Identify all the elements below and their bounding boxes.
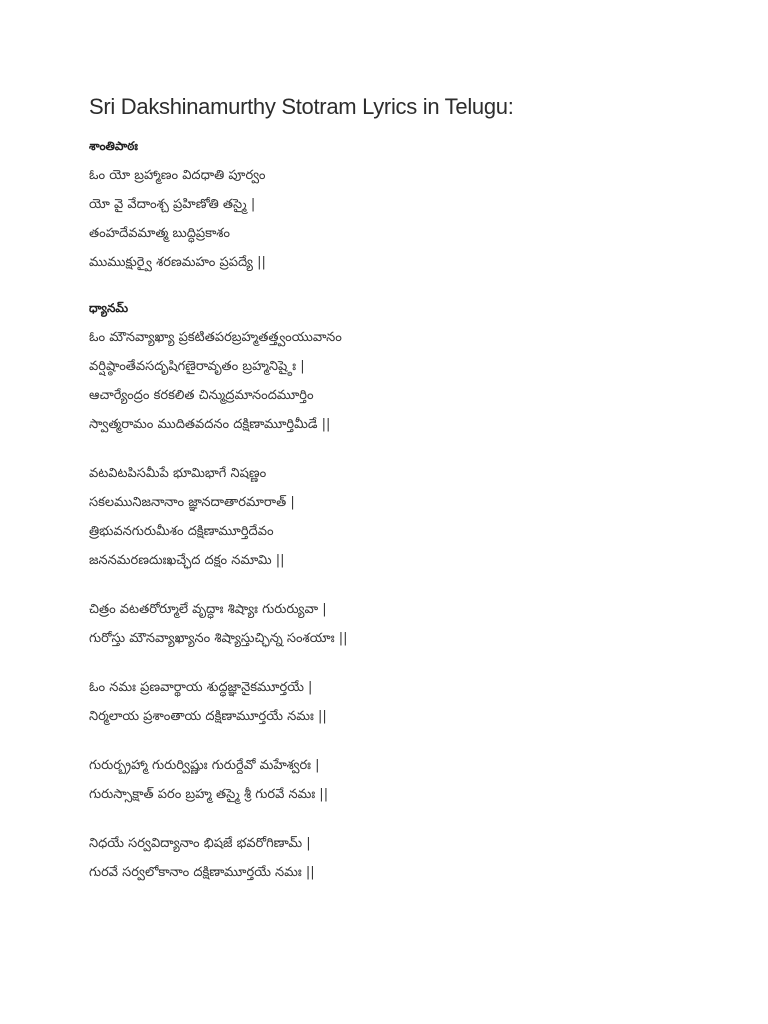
stanza <box>89 595 729 653</box>
verse-line: ఓం మౌనవ్యాఖ్యా ప్రకటితపరబ్రహ్మతత్త్వంయువానం <box>89 330 342 345</box>
verse-line: చిత్రం వటతరోర్మూలే వృద్ధాః శిష్యాః గురుర్యువా | <box>89 602 327 617</box>
section-heading-dhyanam: ధ్యానమ్ <box>89 301 129 315</box>
verse-line: యో వై వేదాంశ్చ ప్రహిణోతి తస్మై | <box>89 197 256 212</box>
verse-line: ఆచార్యేంద్రం కరకలిత చిన్ముద్రమానందమూర్తిం <box>89 388 314 403</box>
page-title: Sri Dakshinamurthy Stotram Lyrics in Telugu: <box>89 94 514 119</box>
verse-line: జననమరణదుఃఖచ్ఛేద దక్షం నమామి || <box>89 553 285 568</box>
verse-line: ముముక్షుర్వై శరణమహం ప్రపద్యే || <box>89 255 266 270</box>
verse-line: ఓం నమః ప్రణవార్థాయ శుద్ధజ్ఞానైకమూర్తయే | <box>89 680 313 695</box>
stanza <box>89 829 729 887</box>
verse-line: వర్షిష్ఠాంతేవసదృషిగణైరావృతం బ్రహ్మనిష్ఠైః | <box>89 359 305 374</box>
verse-line: గురుర్బ్రహ్మా గురుర్విష్ణుః గురుర్దేవో మహేశ్వరః | <box>89 758 320 773</box>
verse-line: గురోస్తు మౌనవ్యాఖ్యానం శిష్యాస్తుచ్ఛిన్న సంశయాః || <box>89 631 348 646</box>
verse-line: గురవే సర్వలోకానాం దక్షిణామూర్తయే నమః || <box>89 865 315 880</box>
verse-line: గురుస్సాక్షాత్ పరం బ్రహ్మ తస్మై శ్రీ గురవే నమః || <box>89 787 329 802</box>
verse-line: సకలమునిజనానాం జ్ఞానదాతారమారాత్ | <box>89 495 295 510</box>
verse-line: ఓం యో బ్రహ్మాణం విదధాతి పూర్వం <box>89 168 266 183</box>
verse-line: త్రిభువనగురుమీశం దక్షిణామూర్తిదేవం <box>89 524 274 539</box>
verse-line: నిధయే సర్వవిద్యానాం భిషజే భవరోగిణామ్ | <box>89 836 311 851</box>
stanza <box>89 323 729 439</box>
verse-line: వటవిటపిసమీపే భూమిభాగే నిషణ్ణం <box>89 466 267 481</box>
verse-line: నిర్మలాయ ప్రశాంతాయ దక్షిణామూర్తయే నమః || <box>89 709 327 724</box>
stanza <box>89 161 729 277</box>
stanza <box>89 673 729 731</box>
document-page <box>89 92 729 887</box>
verse-line: తంహదేవమాత్మ బుద్ధిప్రకాశం <box>89 226 230 241</box>
stanza <box>89 751 729 809</box>
section-heading-shantipatha: శాంతిపాఠః <box>89 139 138 153</box>
verse-line: స్వాత్మరామం ముదితవదనం దక్షిణామూర్తిమీడే || <box>89 417 331 432</box>
stanza <box>89 459 729 575</box>
